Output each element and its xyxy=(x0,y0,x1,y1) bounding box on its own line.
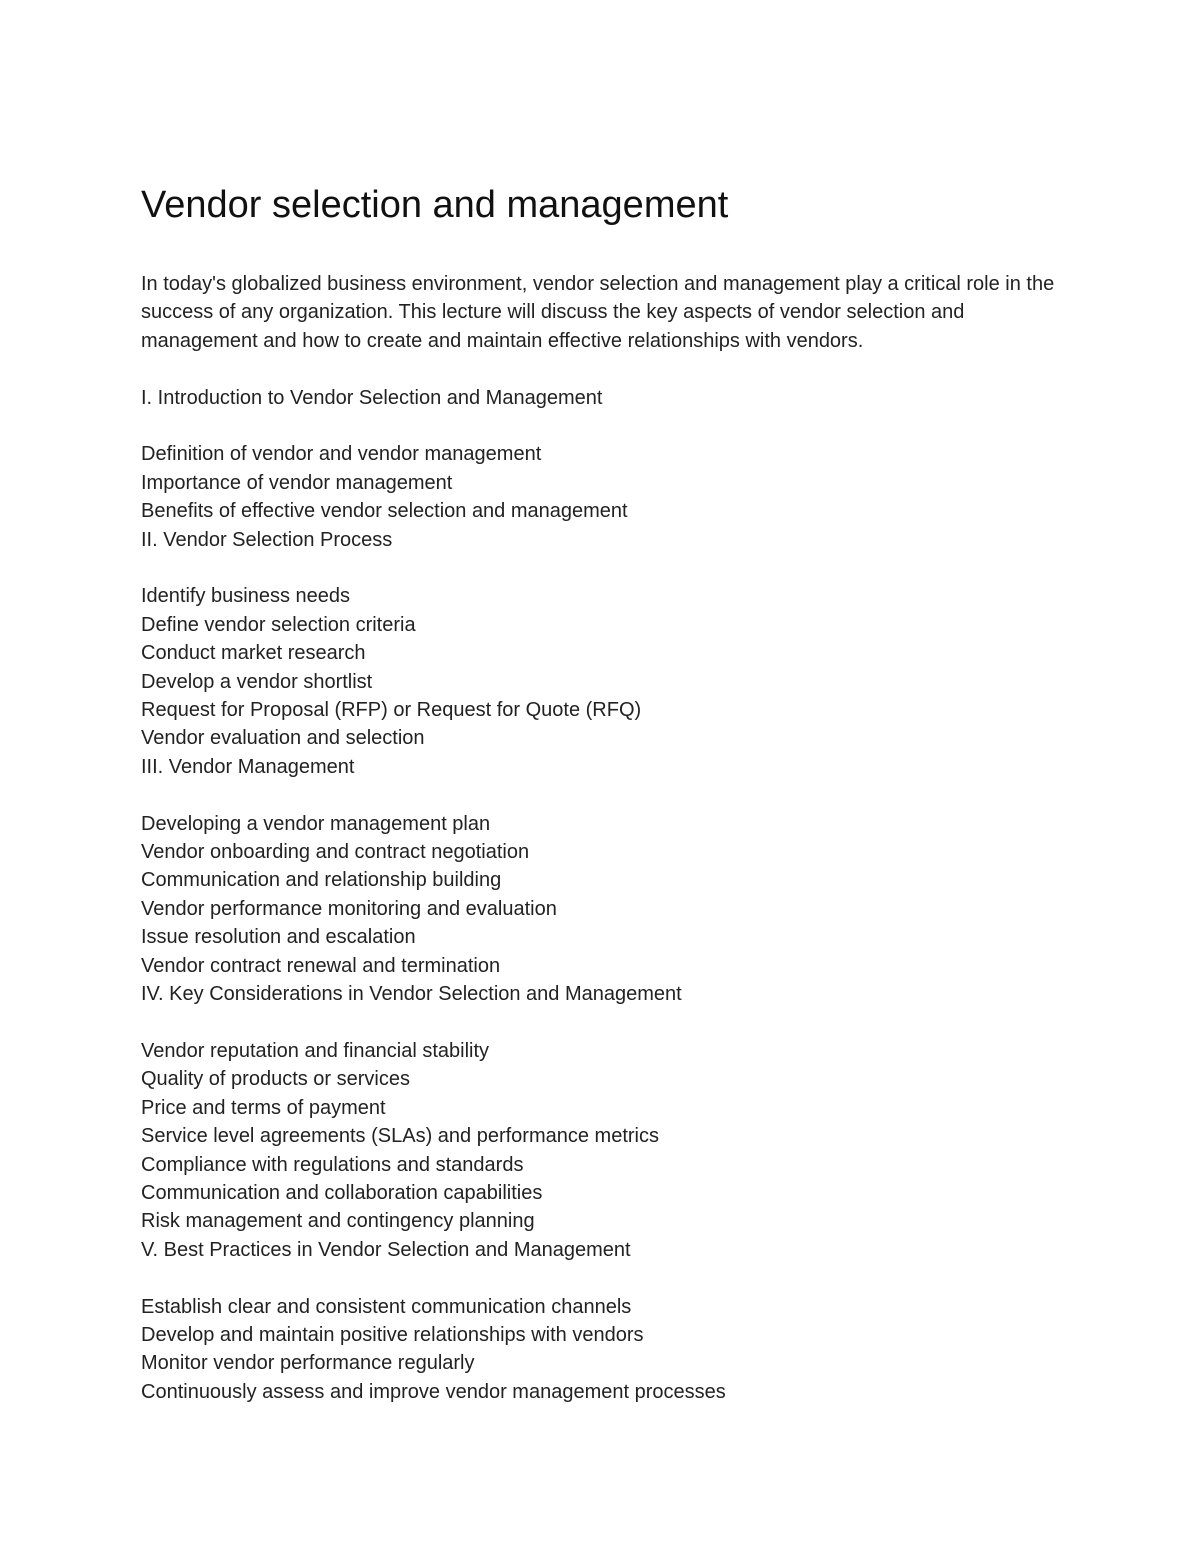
list-item: Benefits of effective vendor selection and management xyxy=(141,500,628,523)
list-item: Vendor performance monitoring and evaluation xyxy=(141,897,557,920)
list-item: Vendor contract renewal and termination xyxy=(141,954,501,977)
list-item: Service level agreements (SLAs) and performance metrics xyxy=(141,1125,659,1148)
list-item: Identify business needs xyxy=(141,585,351,608)
section-item-list xyxy=(141,440,1071,525)
intro-paragraph: In today's globalized business environment, vendor selection and management play a critical role in the success of any organization. This lecture will discuss the key aspects of vendor selection and management and how to create and maintain effective relationships with vendors. xyxy=(141,273,1055,352)
list-item: Communication and relationship building xyxy=(141,869,502,892)
list-item: Quality of products or services xyxy=(141,1068,410,1091)
document-title: Vendor selection and management xyxy=(141,184,729,226)
section-heading: I. Introduction to Vendor Selection and Management xyxy=(141,386,603,409)
list-item: Vendor evaluation and selection xyxy=(141,727,425,750)
list-item: Define vendor selection criteria xyxy=(141,613,416,636)
section-item-list xyxy=(141,1293,1071,1407)
list-item: Request for Proposal (RFP) or Request for Quote (RFQ) xyxy=(141,699,642,722)
paragraph-spacer xyxy=(141,1264,1071,1292)
list-item: Continuously assess and improve vendor management processes xyxy=(141,1380,726,1403)
paragraph-spacer xyxy=(141,781,1071,809)
paragraph-spacer xyxy=(141,554,1071,582)
section-heading: V. Best Practices in Vendor Selection and Management xyxy=(141,1238,631,1261)
paragraph-spacer xyxy=(141,412,1071,440)
list-item: Definition of vendor and vendor management xyxy=(141,443,542,466)
list-item: Vendor reputation and financial stability xyxy=(141,1039,490,1062)
list-item: Develop a vendor shortlist xyxy=(141,670,373,693)
list-item: Issue resolution and escalation xyxy=(141,926,416,949)
list-item: Price and terms of payment xyxy=(141,1096,386,1119)
list-item: Risk management and contingency planning xyxy=(141,1210,535,1233)
section-item-list xyxy=(141,810,1071,980)
list-item: Monitor vendor performance regularly xyxy=(141,1352,475,1375)
section-heading: II. Vendor Selection Process xyxy=(141,528,393,551)
list-item: Conduct market research xyxy=(141,642,366,665)
section-heading: IV. Key Considerations in Vendor Selection and Management xyxy=(141,983,682,1006)
list-item: Establish clear and consistent communication channels xyxy=(141,1295,632,1318)
paragraph-spacer xyxy=(141,1009,1071,1037)
list-item: Vendor onboarding and contract negotiation xyxy=(141,841,530,864)
list-item: Compliance with regulations and standards xyxy=(141,1153,524,1176)
section-heading: III. Vendor Management xyxy=(141,755,355,778)
list-item: Develop and maintain positive relationships with vendors xyxy=(141,1323,644,1346)
list-item: Communication and collaboration capabilities xyxy=(141,1181,543,1204)
section-item-list xyxy=(141,1037,1071,1236)
list-item: Importance of vendor management xyxy=(141,471,453,494)
document-body xyxy=(141,176,1071,1406)
section-item-list xyxy=(141,582,1071,752)
sections-container xyxy=(141,384,1071,1407)
list-item: Developing a vendor management plan xyxy=(141,812,491,835)
